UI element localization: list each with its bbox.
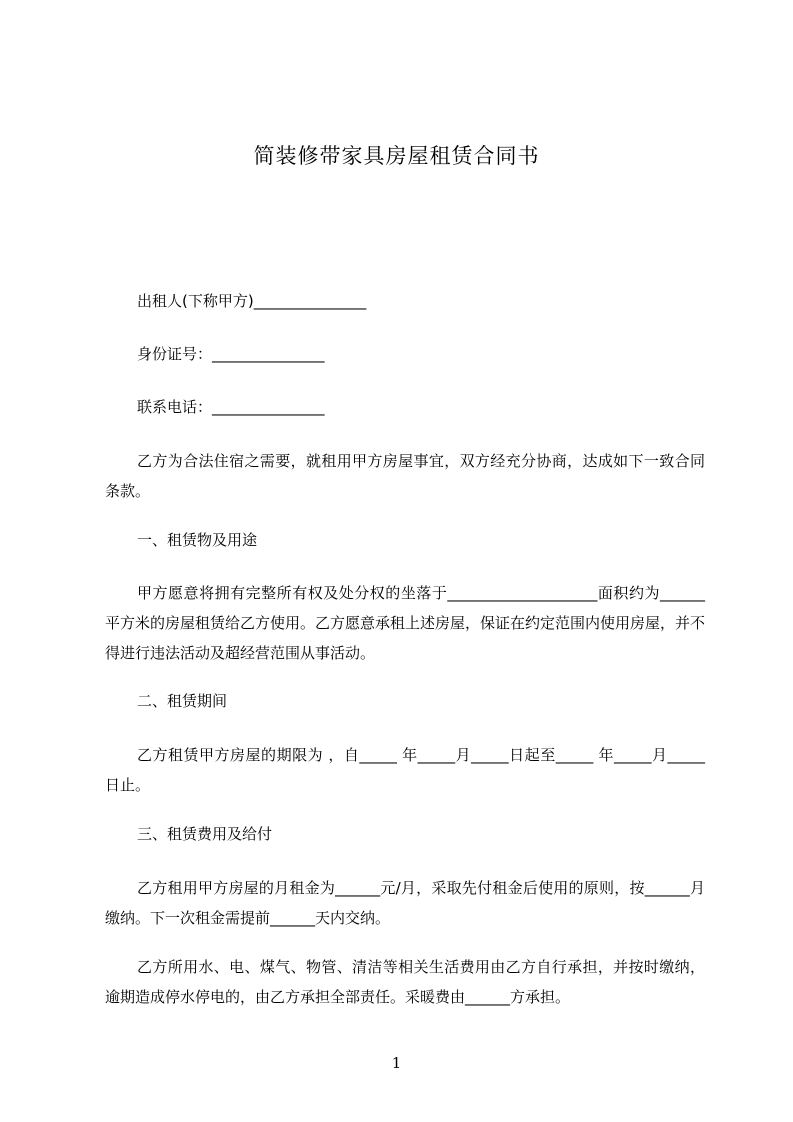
landlord-field: 出租人(下称甲方)_______________ [137, 292, 367, 310]
section3-text-2: 乙方所用水、电、煤气、物管、清洁等相关生活费用由乙方自行承担，并按时缴纳，逾期造成停水停电的，由乙方承担全部责任。采暖费由______方承担。 [105, 958, 705, 1006]
section1-paragraph [105, 578, 705, 668]
intro-text: 乙方为合法住宿之需要，就租用甲方房屋事宜，双方经充分协商，达成如下一致合同条款。 [105, 452, 705, 500]
page-number: 1 [391, 1054, 402, 1072]
section1-text: 甲方愿意将拥有完整所有权及处分权的坐落于____________________面积约为______平方米的房屋租赁给乙方使用。乙方愿意承租上述房屋，保证在约定范围内使用房屋，并不得进行违法活动及超经营范围从事活动。 [105, 584, 706, 662]
document-title: 简装修带家具房屋租赁合同书 [253, 144, 540, 168]
section3-paragraph-1 [105, 873, 705, 933]
section2-text: 乙方租赁甲方房屋的期限为 ，自_____ 年_____月_____日起至_____ 年_____月_____日止。 [105, 746, 705, 794]
section3-text-1: 乙方租用甲方房屋的月租金为______元/月，采取先付租金后使用的原则，按______月缴纳。下一次租金需提前______天内交纳。 [105, 879, 705, 927]
id-number-field: 身份证号：_______________ [137, 345, 325, 363]
intro-paragraph [105, 446, 705, 506]
section2-heading: 二、租赁期间 [137, 692, 228, 710]
section2-paragraph [105, 740, 705, 800]
section1-heading: 一、租赁物及用途 [137, 531, 258, 549]
section3-paragraph-2 [105, 952, 705, 1012]
phone-field: 联系电话：_______________ [137, 398, 325, 416]
section3-heading: 三、租赁费用及给付 [137, 825, 273, 843]
